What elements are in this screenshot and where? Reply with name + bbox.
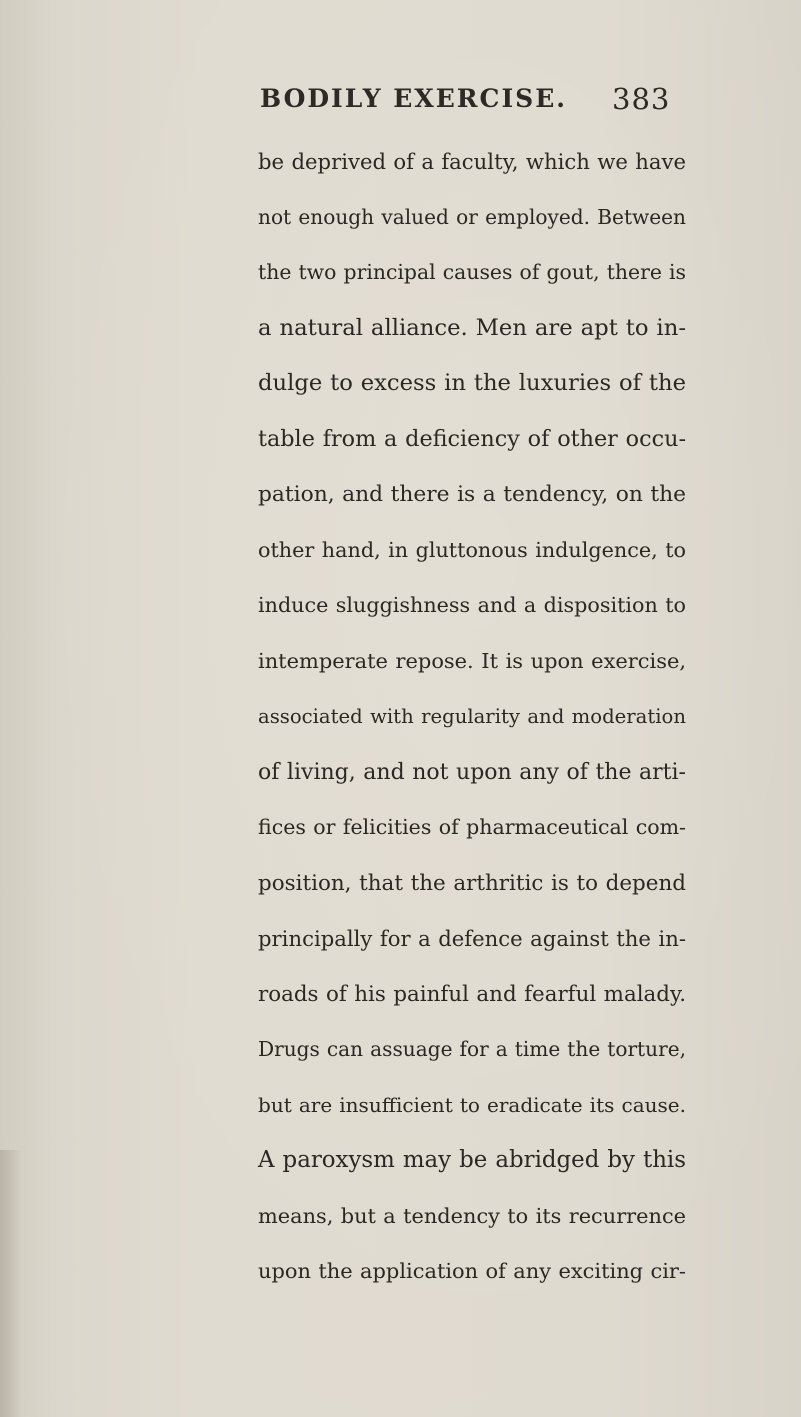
text-line: intemperate repose. It is upon exercise, [258,648,686,673]
text-line: table from a deficiency of other occu- [258,425,686,452]
text-line: other hand, in gluttonous indulgence, to [258,537,686,562]
text-line: roads of his painful and fearful malady. [258,981,686,1007]
text-line: A paroxysm may be abridged by this [258,1147,686,1173]
text-line: be deprived of a faculty, which we have [258,149,686,174]
page-edge-shadow [0,1150,22,1417]
text-line: not enough valued or employed. Between [258,204,686,229]
text-line: associated with regularity and moderation [258,705,686,728]
text-line: principally for a defence against the in- [258,926,686,951]
text-line: dulge to excess in the luxuries of the [258,370,686,396]
text-line: pation, and there is a tendency, on the [258,482,686,507]
page-number: 383 [612,82,671,116]
text-line: a natural alliance. Men are apt to in- [258,314,686,341]
text-line: the two principal causes of gout, there is [258,260,686,284]
text-line: upon the application of any exciting cir- [258,1259,686,1283]
text-line: position, that the arthritic is to depend [258,870,686,896]
text-line: but are insufficient to eradicate its cause. [258,1092,686,1117]
text-line: means, but a tendency to its recurrence [258,1203,686,1228]
body-text [258,134,686,1300]
text-line: Drugs can assuage for a time the torture, [258,1037,686,1061]
text-line: fices or felicities of pharmaceutical com- [258,815,686,839]
text-line: of living, and not upon any of the arti- [258,759,686,785]
text-line: induce sluggishness and a disposition to [258,593,686,617]
running-title: BODILY EXERCISE. [260,84,567,113]
